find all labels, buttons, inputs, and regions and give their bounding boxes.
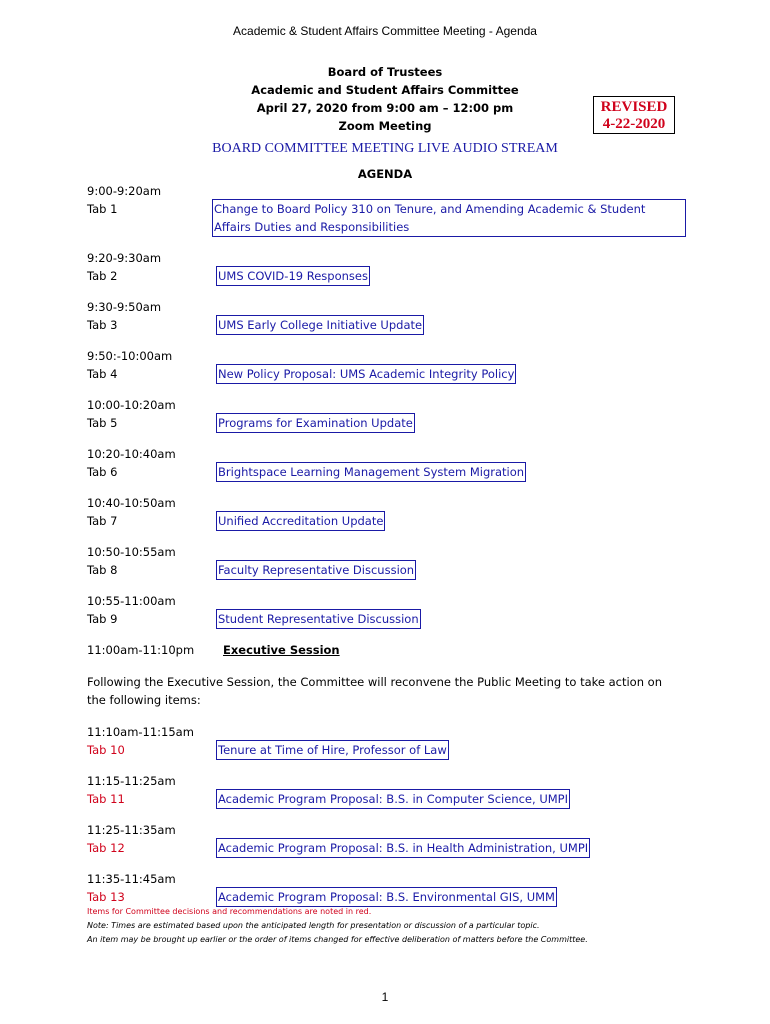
revised-stamp (593, 96, 675, 134)
order-note: An item may be brought up earlier or the order of items changed for effective deliberation of matters before the Committee. (87, 935, 588, 944)
action-item-10 (87, 723, 707, 759)
agenda-item-8 (87, 543, 707, 579)
timing-note: Note: Times are estimated based upon the anticipated length for presentation or discussion of a particular topic. (87, 921, 540, 930)
item-link[interactable]: UMS Early College Initiative Update (218, 318, 423, 332)
item-link[interactable]: Academic Program Proposal: B.S. in Computer Science, UMPI (218, 792, 568, 806)
executive-session-row (87, 641, 707, 659)
item-link[interactable]: Programs for Examination Update (218, 416, 413, 430)
item-time: 11:25-11:35am (87, 823, 176, 837)
page-number: 1 (381, 990, 389, 1004)
running-header: Academic & Student Affairs Committee Meeting - Agenda (233, 24, 537, 38)
item-tab: Tab 6 (87, 465, 118, 479)
item-link[interactable]: Brightspace Learning Management System Migration (218, 465, 525, 479)
agenda-item-2 (87, 249, 707, 285)
title-line-date: April 27, 2020 from 9:00 am – 12:00 pm (256, 101, 514, 115)
item-tab: Tab 13 (87, 890, 125, 904)
item-time: 11:15-11:25am (87, 774, 176, 788)
item-tab: Tab 1 (87, 202, 118, 216)
item-time: 9:20-9:30am (87, 251, 162, 265)
live-audio-stream-link[interactable]: BOARD COMMITTEE MEETING LIVE AUDIO STREAM (212, 141, 558, 156)
item-tab: Tab 4 (87, 367, 118, 381)
action-item-13 (87, 870, 707, 906)
item-tab: Tab 3 (87, 318, 118, 332)
title-line-board: Board of Trustees (327, 65, 443, 79)
item-time: 9:50:-10:00am (87, 349, 173, 363)
item-tab: Tab 9 (87, 612, 118, 626)
agenda-item-1 (87, 182, 707, 236)
revised-date: 4-22-2020 (602, 116, 666, 132)
item-time: 10:40-10:50am (87, 496, 176, 510)
agenda-list (87, 182, 707, 919)
item-tab: Tab 11 (87, 792, 125, 806)
item-time: 11:10am-11:15am (87, 725, 194, 739)
item-time: 9:00-9:20am (87, 184, 162, 198)
item-tab: Tab 5 (87, 416, 118, 430)
item-link[interactable]: Student Representative Discussion (218, 612, 419, 626)
decision-note: Items for Committee decisions and recommendations are noted in red. (87, 907, 372, 916)
footnotes (87, 905, 588, 947)
item-link[interactable]: UMS COVID-19 Responses (218, 269, 368, 283)
item-link[interactable]: New Policy Proposal: UMS Academic Integrity Policy (218, 367, 515, 381)
item-link[interactable]: Unified Accreditation Update (218, 514, 384, 528)
agenda-item-7 (87, 494, 707, 530)
item-link[interactable]: Tenure at Time of Hire, Professor of Law (218, 743, 447, 757)
item-link[interactable]: Academic Program Proposal: B.S. in Health Administration, UMPI (218, 841, 589, 855)
agenda-item-5 (87, 396, 707, 432)
agenda-item-4 (87, 347, 707, 383)
executive-time: 11:00am-11:10pm (87, 643, 195, 657)
item-tab: Tab 10 (87, 743, 125, 757)
item-link[interactable]: Academic Program Proposal: B.S. Environmental GIS, UMM (218, 890, 555, 904)
item-time: 10:20-10:40am (87, 447, 176, 461)
item-time: 11:35-11:45am (87, 872, 176, 886)
item-time: 9:30-9:50am (87, 300, 162, 314)
agenda-heading: AGENDA (357, 167, 413, 181)
item-tab: Tab 7 (87, 514, 118, 528)
item-tab: Tab 8 (87, 563, 118, 577)
item-link[interactable]: Change to Board Policy 310 on Tenure, and Amending Academic & Student Affairs Duties and Responsibilities (213, 200, 685, 236)
title-line-committee: Academic and Student Affairs Committee (251, 83, 519, 97)
revised-label: REVISED (600, 99, 668, 115)
item-time: 10:55-11:00am (87, 594, 176, 608)
item-link[interactable]: Faculty Representative Discussion (218, 563, 415, 577)
item-time: 10:00-10:20am (87, 398, 176, 412)
item-time: 10:50-10:55am (87, 545, 176, 559)
executive-session-label: Executive Session (223, 643, 340, 657)
title-line-location: Zoom Meeting (338, 119, 432, 133)
agenda-item-3 (87, 298, 707, 334)
reconvene-paragraph: Following the Executive Session, the Committee will reconvene the Public Meeting to take action on the following items: (87, 675, 662, 707)
action-item-12 (87, 821, 707, 857)
agenda-item-9 (87, 592, 707, 628)
agenda-item-6 (87, 445, 707, 481)
action-item-11 (87, 772, 707, 808)
item-tab: Tab 12 (87, 841, 125, 855)
item-tab: Tab 2 (87, 269, 118, 283)
